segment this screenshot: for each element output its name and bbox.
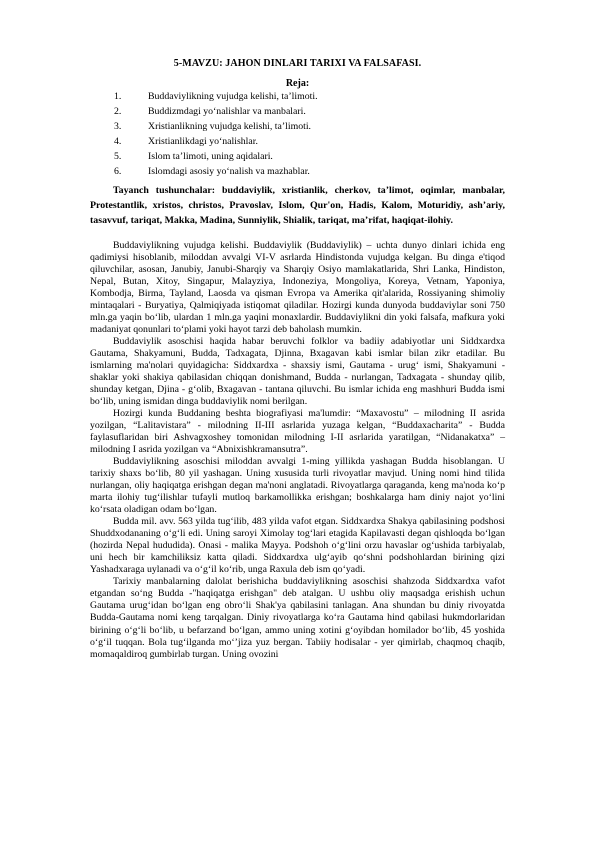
- plan-item: [90, 149, 505, 164]
- paragraph: Tarixiy manbalarning dalolat berishicha buddaviylikning asoschisi shahzoda Siddxardxa vafot etgandan so‘ng Budda -"haqiqatga erishgan" deb atalgan. U ushbu oliy maqsadga erishish uchun Gautama urug‘idan bo‘lgan eng obro‘li Shak'ya qabilasini tanlagan. Ana shundan bu diniy rivoyatda Budda-Gautama nomi keng tarqalgan. Diniy rivoyatlarga ko‘ra Gautama hind qabilasi hukmdorlaridan birining o‘g‘li bo‘lib, u befarzand bo‘lgan, ammo uning xotini g‘oyibdan homilador bo‘lib, 45 yoshida o‘g‘il tuqqan. Bola tug‘ilganda mo‘’jiza yuz bergan. Tabiiy hodisalar - yer qimirlab, chaqmoq chaqib, momaqaldiroq gumbirlab turgan. Uning ovozini: [90, 576, 505, 660]
- body-text: [90, 240, 505, 661]
- paragraph: Buddaviylikning vujudga kelishi. Buddaviylik (Buddaviylik) – uchta dunyo dinlari ichida eng qadimiysi hisoblanib, miloddan avvalgi VI-V asrlarda Hindistonda vujudga kelgan. Bu dinga e'tiqod qiluvchilar, asosan, Janubiy, Janubi-Sharqiy va Sharqiy Osiyo mamlakatlarida, Shri Lanka, Hindiston, Nepal, Butan, Xitoy, Singapur, Malayziya, Indoneziya, Mongoliya, Koreya, Vetnam, Yaponiya, Kombodja, Birma, Tayland, Laosda va qisman Evropa va Amerika qit'alarida, Rossiyaning shimoliy mintaqalari - Buryatiya, Qalmiqiyada istiqomat qiladilar. Hozirgi kunda dunyoda buddaviylar soni 750 mln.ga yaqin bo‘lib, ulardan 1 mln.ga yaqini monaxlardir. Buddaviylikni din yoki falsafa, mafkura yoki madaniyat qonunlari to‘plami yoki hayot tarzi deb baholash mumkin.: [90, 240, 505, 336]
- plan-item-number: 6.: [114, 166, 122, 178]
- plan-item: [90, 89, 505, 104]
- plan-item: [90, 104, 505, 119]
- plan-heading: Reja:: [285, 78, 310, 89]
- plan-list: [90, 89, 505, 180]
- paragraph: Buddaviylikning asoschisi miloddan avvalgi 1-ming yillikda yashagan Budda hisoblangan. U tarixiy shaxs bo‘lib, 80 yil yashagan. Uning xususida turli rivoyatlar mavjud. Uning nomi hind tilida nurlangan, oliy haqiqatga erishgan degan ma'noni anglatadi. Rivoyatlarga qaraganda, keng ma'noda ko‘p marta ilohiy tug‘ilishlar tufayli mutloq barkamollikka erishgan; boshkalarga ham diniy najot yo‘lini ko‘rsata oladigan odam bo‘lgan.: [90, 456, 505, 516]
- plan-item-text: Xristianlikdagi yo‘nalishlar.: [148, 136, 258, 148]
- plan-item: [90, 134, 505, 149]
- plan-item-text: Buddizmdagi yo‘nalishlar va manbalari.: [148, 106, 306, 118]
- plan-item-text: Xristianlikning vujudga kelishi, ta’limoti.: [148, 121, 311, 133]
- plan-item-text: Buddaviylikning vujudga kelishi, ta’limoti.: [148, 91, 318, 102]
- plan-item-number: 4.: [114, 136, 122, 148]
- key-terms: Tayanch tushunchalar: buddaviylik, xristianlik, cherkov, ta’limot, oqimlar, manbalar, Protestantlik, xristos, christos, Pravoslav, Islom, Qur'on, Hadis, Kalom, Moturidiy, ash’ariy, tasavvuf, tariqat, Makka, Madina, Sunniylik, Shialik, tariqat, ma’rifat, haqiqat-ilohiy.: [90, 185, 505, 227]
- plan-item-number: 3.: [114, 121, 122, 133]
- paragraph: Hozirgi kunda Buddaning beshta biografiyasi ma'lumdir: “Maxavostu” – milodning II asrida yozilgan, “Lalitavistara” - milodning II-III asrlarida yuzaga kelgan, “Buddaxacharita” - Budda faylasuflaridan biri Ashvagxoshey tomonidan milodning I-II asrlarida yaratilgan, “Nidanakatxa” – milodning I asrida yozilgan va “Abnixishkramansutra”.: [90, 408, 505, 456]
- plan-item-text: Islomdagi asosiy yo‘nalish va mazhablar.: [148, 166, 310, 178]
- plan-item-number: 5.: [114, 151, 122, 163]
- plan-item-text: Islom ta’limoti, uning aqidalari.: [148, 151, 273, 163]
- plan-item: [90, 164, 505, 179]
- plan-item-number: 2.: [114, 106, 122, 118]
- paragraph: Buddaviylik asoschisi haqida habar beruvchi folklor va badiiy adabiyotlar uni Siddxardxa Gautama, Shakyamuni, Budda, Tadxagata, Djinna, Bxagavan kabi ismlar bilan zikr etadilar. Bu ismlarning ma'nolari quyidagicha: Siddxardxa - shaxsiy ismi, Gautama - urug‘ ismi, Shakyamuni - shaklar yoki shakiya qabilasidan chiqqan donishmand, Budda - nurlangan, Tadxagata - shunday qilib, shunday ketgan, Djina - g‘olib, Bxagavan - tantana qiluvchi. Bu ismlar ichida eng mashhuri Budda ismi bo‘lib, uning ismidan dinga buddaviylik nomi berilgan.: [90, 336, 505, 408]
- page-title: 5-MAVZU: JAHON DINLARI TARIXI VA FALSAFASI.: [173, 58, 422, 69]
- plan-item-number: 1.: [114, 91, 122, 102]
- plan-item: [90, 119, 505, 134]
- paragraph: Budda mil. avv. 563 yilda tug‘ilib, 483 yilda vafot etgan. Siddxardxa Shakya qabilasining podshosi Shuddxodananing o‘g‘li edi. Uning saroyi Ximolay tog‘lari etagida Kapilavasti degan qishloqda bo‘lgan (hozirda Nepal hududida). Onasi - malika Mayya. Podshoh o‘g‘lini orzu havaslar og‘ushida tarbiyalab, uni hech bir kamchiliksiz katta qiladi. Siddxardxa ulg‘ayib qo‘shni podshohlardan birining qizi Yashadxaraga uylanadi va o‘g‘il ko‘rib, unga Raxula deb ism qo‘yadi.: [90, 516, 505, 576]
